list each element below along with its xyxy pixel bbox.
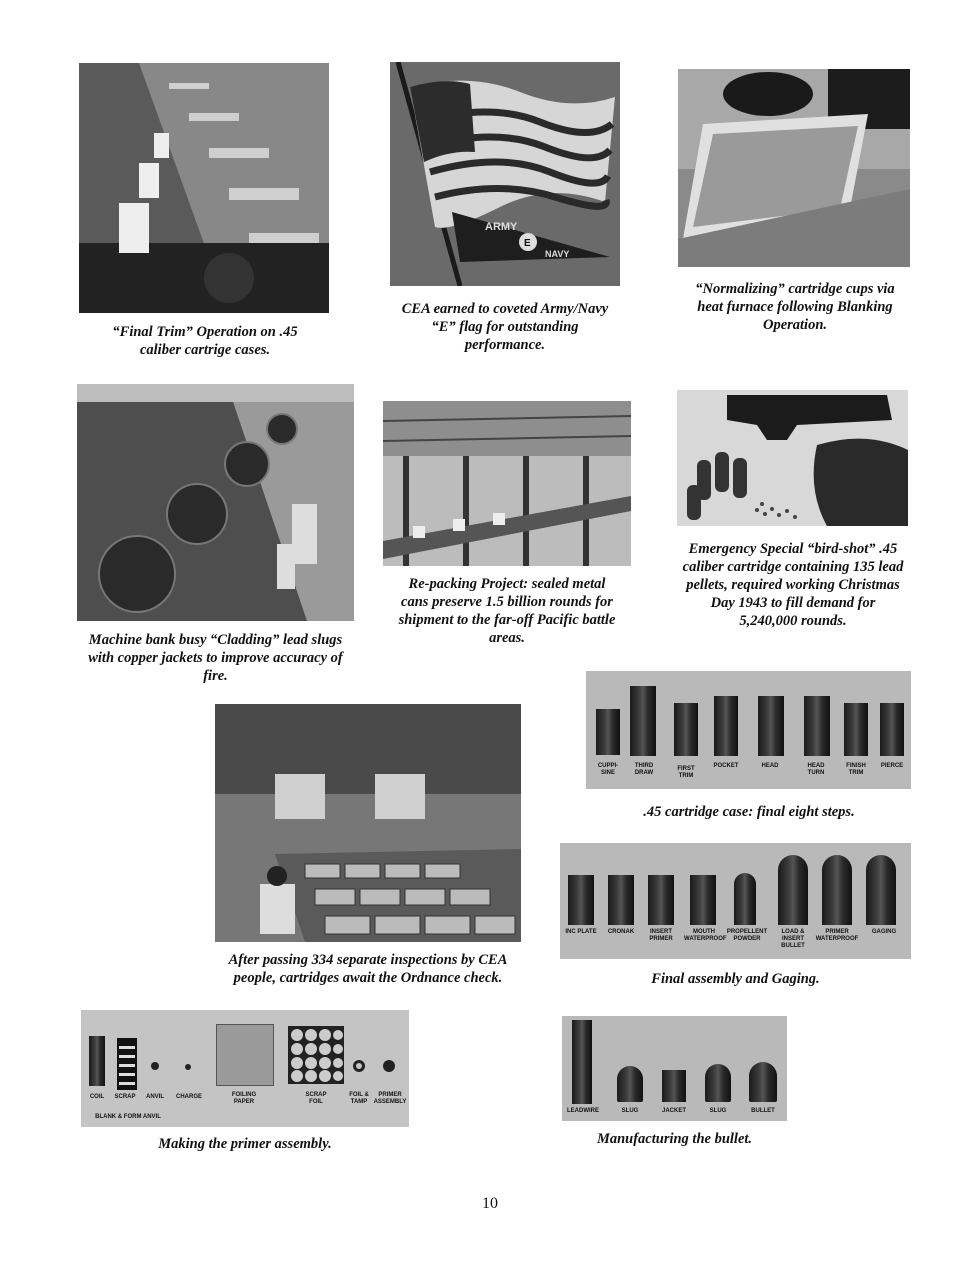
case-piece-1: [596, 709, 620, 755]
case-piece-4: [714, 696, 738, 756]
case-piece-7: [844, 703, 868, 756]
inspections-illustration: [215, 704, 521, 942]
assembly-piece-2: [608, 875, 634, 925]
e-flag-illustration: [390, 62, 620, 286]
case-piece-3: [674, 703, 698, 756]
assembly-label-8: GAGING: [871, 929, 897, 935]
bullet-label-5: BULLET: [751, 1108, 775, 1114]
assembly-piece-5: [734, 873, 756, 925]
caption-repacking: Re-packing Project: sealed metal cans preserve 1.5 billion rounds for shipment to the far-off Pacific battle areas.: [398, 576, 616, 646]
photo-primer: [81, 1010, 409, 1127]
assembly-label-2: CRONAK: [607, 929, 635, 935]
caption-normalizing: “Normalizing” cartridge cups via heat furnace following Blanking Operation.: [695, 281, 895, 333]
assembly-label-5: PROPELLENT POWDER: [726, 929, 768, 942]
primer-sublabel: BLANK & FORM ANVIL: [95, 1114, 161, 1120]
caption-primer: Making the primer assembly.: [158, 1136, 332, 1152]
photo-normalizing: [678, 69, 910, 267]
page-number: 10: [482, 1195, 498, 1212]
primer-scrap: [117, 1038, 137, 1090]
caption-cladding: Machine bank busy “Cladding” lead slugs with copper jackets to improve accuracy of fire.: [88, 632, 343, 684]
primer-label-3: ANVIL: [146, 1094, 164, 1100]
primer-scrap-foil: [288, 1026, 344, 1084]
bullet-final: [749, 1062, 777, 1102]
bullet-label-2: SLUG: [621, 1108, 639, 1114]
final-trim-illustration: [79, 63, 329, 313]
case-label-2: THIRD DRAW: [634, 763, 654, 776]
photo-e-flag: [390, 62, 620, 286]
assembly-piece-1: [568, 875, 594, 925]
case-label-1: CUPPI- SINE: [597, 763, 619, 776]
bullet-label-4: SLUG: [709, 1108, 727, 1114]
case-piece-6: [804, 696, 830, 756]
case-piece-5: [758, 696, 784, 756]
assembly-label-6: LOAD & INSERT BULLET: [781, 929, 805, 949]
photo-cladding: [77, 384, 354, 621]
case-label-5: HEAD: [761, 763, 779, 769]
primer-label-2: SCRAP: [114, 1094, 136, 1100]
photo-case-steps: [586, 671, 911, 789]
bullet-slug-1: [617, 1066, 643, 1102]
bullet-jacket: [662, 1070, 686, 1102]
caption-bird-shot: Emergency Special “bird-shot” .45 caliber cartridge containing 135 lead pellets, required working Christmas Day 1943 to fill demand for 5,240,000 rounds.: [682, 541, 904, 629]
case-piece-8: [880, 703, 904, 756]
case-label-4: POCKET: [713, 763, 739, 769]
bullet-leadwire: [572, 1020, 592, 1104]
assembly-piece-7: [822, 855, 852, 925]
flag-navy-label: NAVY: [545, 249, 570, 259]
assembly-piece-6: [778, 855, 808, 925]
assembly-piece-3: [648, 875, 674, 925]
photo-bird-shot: [677, 390, 908, 526]
photo-bullet: [562, 1016, 787, 1121]
assembly-label-1: INC PLATE: [565, 929, 597, 935]
primer-foiling-paper: [216, 1024, 274, 1086]
photo-final-trim: [79, 63, 329, 313]
flag-e-label: E: [524, 238, 531, 249]
caption-final-trim: “Final Trim” Operation on .45 caliber cartrige cases.: [112, 324, 298, 358]
case-piece-2: [630, 686, 656, 756]
caption-inspections: After passing 334 separate inspections by CEA people, cartridges await the Ordnance check.: [228, 952, 508, 986]
assembly-label-3: INSERT PRIMER: [649, 929, 673, 942]
assembly-piece-8: [866, 855, 896, 925]
primer-label-5: FOILING PAPER: [231, 1092, 257, 1105]
photo-final-assembly: [560, 843, 911, 959]
case-label-8: PIERCE: [880, 763, 904, 769]
assembly-label-4: MOUTH WATERPROOF: [684, 929, 727, 942]
bullet-label-3: JACKET: [661, 1108, 686, 1114]
repacking-illustration: [383, 401, 631, 566]
normalizing-illustration: [678, 69, 910, 267]
caption-case-steps: .45 cartridge case: final eight steps.: [643, 804, 855, 820]
primer-foil-tamp: [353, 1060, 365, 1072]
caption-e-flag: CEA earned to coveted Army/Navy “E” flag for outstanding performance.: [401, 301, 609, 353]
primer-coil: [89, 1036, 105, 1086]
case-label-7: FINISH TRIM: [846, 763, 866, 776]
case-label-6: HEAD TURN: [807, 763, 825, 776]
caption-final-assembly: Final assembly and Gaging.: [651, 971, 820, 987]
primer-label-1: COIL: [89, 1094, 105, 1100]
bird-shot-illustration: [677, 390, 908, 526]
primer-charge: [185, 1064, 191, 1070]
caption-bullet: Manufacturing the bullet.: [596, 1131, 753, 1147]
primer-final: [383, 1060, 395, 1072]
bullet-label-1: LEADWIRE: [567, 1108, 599, 1114]
cladding-illustration: [77, 384, 354, 621]
assembly-label-7: PRIMER WATERPROOF: [815, 929, 859, 942]
bullet-slug-2: [705, 1064, 731, 1102]
primer-label-6: SCRAP FOIL: [305, 1092, 327, 1105]
case-label-3: FIRST TRIM: [677, 766, 695, 779]
primer-anvil: [151, 1062, 159, 1070]
primer-label-8: PRIMER ASSEMBLY: [373, 1092, 407, 1105]
assembly-piece-4: [690, 875, 716, 925]
primer-label-4: CHARGE: [175, 1094, 202, 1100]
photo-repacking: [383, 401, 631, 566]
flag-army-label: ARMY: [485, 221, 518, 233]
primer-label-7: FOIL & TAMP: [349, 1092, 369, 1105]
photo-inspections: [215, 704, 521, 942]
